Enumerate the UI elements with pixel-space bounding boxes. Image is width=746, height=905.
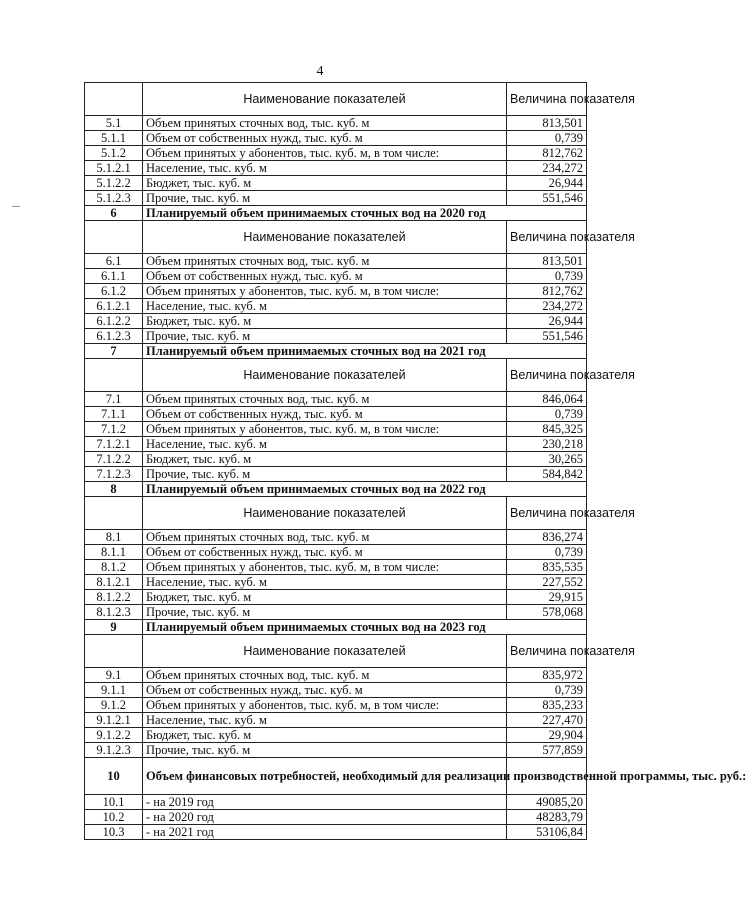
row-value: 812,762 xyxy=(507,146,587,161)
row-number: 9.1.2 xyxy=(85,698,143,713)
row-name: Объем принятых сточных вод, тыс. куб. м xyxy=(143,668,507,683)
table-row xyxy=(85,795,587,810)
row-value: 812,762 xyxy=(507,284,587,299)
row-name: Объем от собственных нужд, тыс. куб. м xyxy=(143,269,507,284)
section-heading-row xyxy=(85,344,587,359)
row-number: 7.1 xyxy=(85,392,143,407)
header-name-cell: Наименование показателей xyxy=(143,221,507,254)
row-number: 6.1 xyxy=(85,254,143,269)
table-row xyxy=(85,810,587,825)
row-value: 0,739 xyxy=(507,545,587,560)
header-name-cell: Наименование показателей xyxy=(143,83,507,116)
header-row xyxy=(85,359,587,392)
row-number: 6.1.2.2 xyxy=(85,314,143,329)
row-number: 8.1.1 xyxy=(85,545,143,560)
row-value: 584,842 xyxy=(507,467,587,482)
row-number: 9.1 xyxy=(85,668,143,683)
row-number: 8.1.2.1 xyxy=(85,575,143,590)
row-number: 5.1 xyxy=(85,116,143,131)
row-name: Объем принятых сточных вод, тыс. куб. м xyxy=(143,116,507,131)
row-number: 8.1 xyxy=(85,530,143,545)
row-number: 5.1.2.1 xyxy=(85,161,143,176)
table-row xyxy=(85,743,587,758)
row-value: 26,944 xyxy=(507,314,587,329)
row-number: 8.1.2.2 xyxy=(85,590,143,605)
section-title: Планируемый объем принимаемых сточных вод на 2022 год xyxy=(143,482,587,497)
row-value: 813,501 xyxy=(507,254,587,269)
section-number: 6 xyxy=(85,206,143,221)
row-number: 5.1.2.2 xyxy=(85,176,143,191)
row-value: 578,068 xyxy=(507,605,587,620)
table-row xyxy=(85,176,587,191)
table-row xyxy=(85,407,587,422)
section-number: 7 xyxy=(85,344,143,359)
row-name: Объем принятых сточных вод, тыс. куб. м xyxy=(143,392,507,407)
row-value: 0,739 xyxy=(507,407,587,422)
row-name: Объем от собственных нужд, тыс. куб. м xyxy=(143,407,507,422)
header-value-cell: Величина показателя xyxy=(507,83,587,116)
row-name: Объем принятых у абонентов, тыс. куб. м, в том числе: xyxy=(143,698,507,713)
header-name-cell: Наименование показателей xyxy=(143,635,507,668)
row-value: 230,218 xyxy=(507,437,587,452)
header-row xyxy=(85,83,587,116)
row-value: 234,272 xyxy=(507,161,587,176)
row-name: Бюджет, тыс. куб. м xyxy=(143,728,507,743)
row-value: 577,859 xyxy=(507,743,587,758)
row-name: Прочие, тыс. куб. м xyxy=(143,605,507,620)
table-row xyxy=(85,437,587,452)
header-row xyxy=(85,497,587,530)
section-heading-row xyxy=(85,206,587,221)
indicators-table xyxy=(84,82,746,840)
table-row xyxy=(85,299,587,314)
table-row xyxy=(85,683,587,698)
table-row xyxy=(85,530,587,545)
row-value: 49085,20 xyxy=(507,795,587,810)
row-number: 7.1.2.3 xyxy=(85,467,143,482)
row-number: 8.1.2.3 xyxy=(85,605,143,620)
row-number: 9.1.2.3 xyxy=(85,743,143,758)
section-title: Планируемый объем принимаемых сточных вод на 2020 год xyxy=(143,206,587,221)
table-row xyxy=(85,605,587,620)
section-heading-row xyxy=(85,482,587,497)
table-row xyxy=(85,575,587,590)
row-name: Бюджет, тыс. куб. м xyxy=(143,590,507,605)
table-row xyxy=(85,422,587,437)
row-value: 813,501 xyxy=(507,116,587,131)
table-row xyxy=(85,116,587,131)
row-number: 7.1.1 xyxy=(85,407,143,422)
row-number: 6.1.2.3 xyxy=(85,329,143,344)
row-name: Бюджет, тыс. куб. м xyxy=(143,176,507,191)
row-name: Бюджет, тыс. куб. м xyxy=(143,452,507,467)
table-row xyxy=(85,545,587,560)
row-number: 9.1.2.2 xyxy=(85,728,143,743)
row-value: 835,233 xyxy=(507,698,587,713)
row-value: 0,739 xyxy=(507,269,587,284)
row-value: 551,546 xyxy=(507,191,587,206)
row-value: 0,739 xyxy=(507,131,587,146)
row-value: 835,972 xyxy=(507,668,587,683)
row-number: 5.1.2.3 xyxy=(85,191,143,206)
table-row xyxy=(85,329,587,344)
scan-mark xyxy=(12,206,20,207)
header-num-cell xyxy=(85,635,143,668)
row-name: Объем принятых сточных вод, тыс. куб. м xyxy=(143,254,507,269)
row-value: 845,325 xyxy=(507,422,587,437)
page-number: 4 xyxy=(316,64,324,79)
section-number: 8 xyxy=(85,482,143,497)
row-name: Объем от собственных нужд, тыс. куб. м xyxy=(143,545,507,560)
row-number: 9.1.1 xyxy=(85,683,143,698)
row-name: Объем от собственных нужд, тыс. куб. м xyxy=(143,131,507,146)
header-row xyxy=(85,221,587,254)
header-name-cell: Наименование показателей xyxy=(143,497,507,530)
row-name: Объем принятых у абонентов, тыс. куб. м, в том числе: xyxy=(143,146,507,161)
table-row xyxy=(85,590,587,605)
header-name-cell: Наименование показателей xyxy=(143,359,507,392)
row-value: 29,915 xyxy=(507,590,587,605)
table-row xyxy=(85,146,587,161)
table-row xyxy=(85,284,587,299)
row-name: Объем принятых сточных вод, тыс. куб. м xyxy=(143,530,507,545)
table-row xyxy=(85,269,587,284)
row-number: 10.1 xyxy=(85,795,143,810)
row-value: 836,274 xyxy=(507,530,587,545)
header-value-cell: Величина показателя xyxy=(507,635,587,668)
row-name: - на 2021 год xyxy=(143,825,507,840)
header-num-cell xyxy=(85,221,143,254)
row-name: Прочие, тыс. куб. м xyxy=(143,743,507,758)
row-value: 26,944 xyxy=(507,176,587,191)
row-value: 48283,79 xyxy=(507,810,587,825)
row-name: Бюджет, тыс. куб. м xyxy=(143,314,507,329)
section-title: Объем финансовых потребностей, необходимый для реализации производственной программы, тыс. руб.: xyxy=(143,758,507,795)
row-name: - на 2019 год xyxy=(143,795,507,810)
row-name: Население, тыс. куб. м xyxy=(143,299,507,314)
row-name: Объем принятых у абонентов, тыс. куб. м, в том числе: xyxy=(143,284,507,299)
header-value-cell: Величина показателя xyxy=(507,221,587,254)
section-title: Планируемый объем принимаемых сточных вод на 2023 год xyxy=(143,620,587,635)
section-title: Планируемый объем принимаемых сточных вод на 2021 год xyxy=(143,344,587,359)
table-row xyxy=(85,560,587,575)
row-value: 234,272 xyxy=(507,299,587,314)
row-number: 7.1.2 xyxy=(85,422,143,437)
table-row xyxy=(85,467,587,482)
row-value: 227,552 xyxy=(507,575,587,590)
section-heading-row xyxy=(85,758,587,795)
row-name: Население, тыс. куб. м xyxy=(143,713,507,728)
table-row xyxy=(85,452,587,467)
table-row xyxy=(85,191,587,206)
header-value-cell: Величина показателя xyxy=(507,497,587,530)
row-value: 53106,84 xyxy=(507,825,587,840)
section-number: 10 xyxy=(85,758,143,795)
row-name: Население, тыс. куб. м xyxy=(143,437,507,452)
row-number: 6.1.1 xyxy=(85,269,143,284)
table-row xyxy=(85,713,587,728)
row-number: 8.1.2 xyxy=(85,560,143,575)
header-value-cell: Величина показателя xyxy=(507,359,587,392)
row-name: Объем принятых у абонентов, тыс. куб. м, в том числе: xyxy=(143,560,507,575)
row-number: 10.3 xyxy=(85,825,143,840)
table-row xyxy=(85,825,587,840)
table-row xyxy=(85,254,587,269)
row-number: 7.1.2.2 xyxy=(85,452,143,467)
row-number: 5.1.1 xyxy=(85,131,143,146)
row-name: Население, тыс. куб. м xyxy=(143,575,507,590)
table-row xyxy=(85,728,587,743)
row-number: 9.1.2.1 xyxy=(85,713,143,728)
row-name: Прочие, тыс. куб. м xyxy=(143,467,507,482)
table-row xyxy=(85,314,587,329)
row-value: 227,470 xyxy=(507,713,587,728)
row-value: 0,739 xyxy=(507,683,587,698)
row-name: Объем принятых у абонентов, тыс. куб. м, в том числе: xyxy=(143,422,507,437)
row-number: 7.1.2.1 xyxy=(85,437,143,452)
row-name: Прочие, тыс. куб. м xyxy=(143,191,507,206)
row-value: 551,546 xyxy=(507,329,587,344)
table-row xyxy=(85,131,587,146)
row-number: 6.1.2 xyxy=(85,284,143,299)
row-value: 30,265 xyxy=(507,452,587,467)
row-number: 10.2 xyxy=(85,810,143,825)
row-name: Население, тыс. куб. м xyxy=(143,161,507,176)
header-num-cell xyxy=(85,497,143,530)
row-value: 835,535 xyxy=(507,560,587,575)
row-name: Объем от собственных нужд, тыс. куб. м xyxy=(143,683,507,698)
row-name: - на 2020 год xyxy=(143,810,507,825)
header-num-cell xyxy=(85,359,143,392)
header-row xyxy=(85,635,587,668)
row-number: 6.1.2.1 xyxy=(85,299,143,314)
section-heading-row xyxy=(85,620,587,635)
header-num-cell xyxy=(85,83,143,116)
table-row xyxy=(85,392,587,407)
row-value: 846,064 xyxy=(507,392,587,407)
section-number: 9 xyxy=(85,620,143,635)
table-row xyxy=(85,668,587,683)
table-row xyxy=(85,698,587,713)
row-value: 29,904 xyxy=(507,728,587,743)
row-number: 5.1.2 xyxy=(85,146,143,161)
table-row xyxy=(85,161,587,176)
row-name: Прочие, тыс. куб. м xyxy=(143,329,507,344)
